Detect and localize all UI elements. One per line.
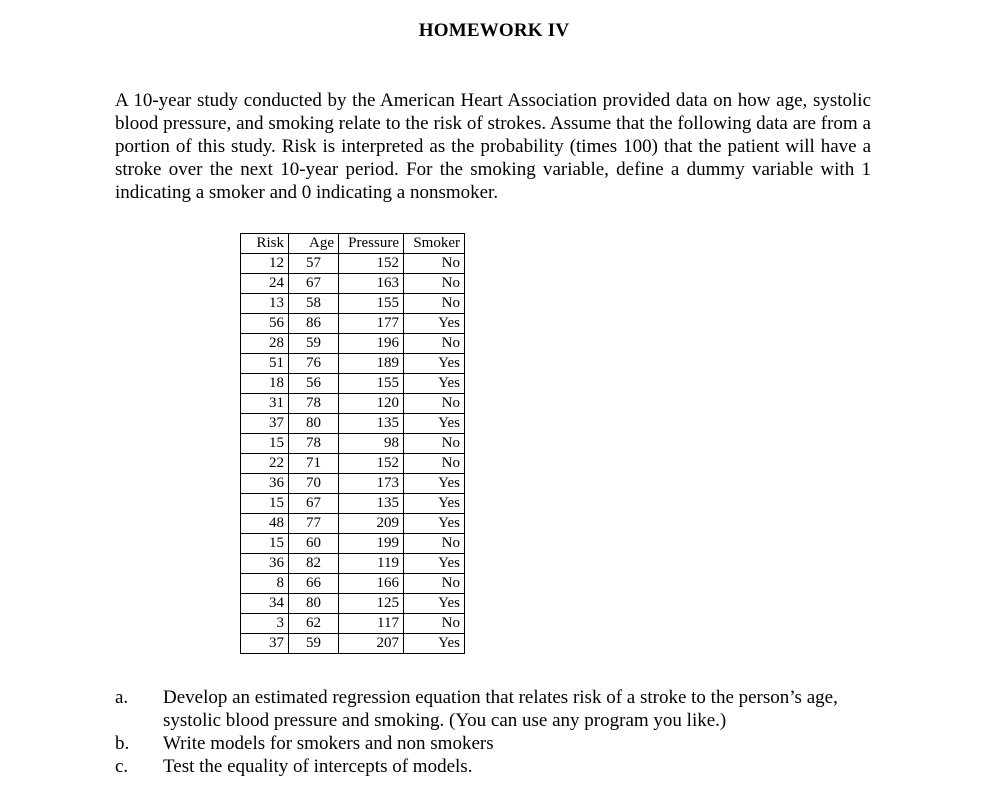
header-risk: Risk bbox=[241, 234, 289, 254]
cell-risk: 51 bbox=[241, 354, 289, 374]
cell-age: 78 bbox=[289, 394, 339, 414]
table-row bbox=[241, 394, 465, 414]
question-item bbox=[115, 755, 875, 778]
cell-age: 67 bbox=[289, 274, 339, 294]
cell-smoker: No bbox=[404, 534, 465, 554]
cell-smoker: No bbox=[404, 274, 465, 294]
cell-risk: 3 bbox=[241, 614, 289, 634]
header-pressure: Pressure bbox=[339, 234, 404, 254]
cell-age: 59 bbox=[289, 634, 339, 654]
cell-age: 76 bbox=[289, 354, 339, 374]
cell-smoker: Yes bbox=[404, 634, 465, 654]
cell-smoker: Yes bbox=[404, 554, 465, 574]
table-row bbox=[241, 294, 465, 314]
cell-age: 80 bbox=[289, 594, 339, 614]
cell-pressure: 152 bbox=[339, 454, 404, 474]
cell-smoker: No bbox=[404, 434, 465, 454]
document-title: HOMEWORK IV bbox=[418, 20, 570, 41]
header-smoker: Smoker bbox=[404, 234, 465, 254]
cell-smoker: No bbox=[404, 614, 465, 634]
cell-pressure: 117 bbox=[339, 614, 404, 634]
table-row bbox=[241, 534, 465, 554]
question-text: Develop an estimated regression equation that relates risk of a stroke to the person’s age, systolic blood pressure and smoking. (You can use any program you like.) bbox=[163, 687, 838, 731]
cell-smoker: Yes bbox=[404, 374, 465, 394]
table-row bbox=[241, 614, 465, 634]
cell-smoker: No bbox=[404, 574, 465, 594]
table-row bbox=[241, 274, 465, 294]
cell-risk: 18 bbox=[241, 374, 289, 394]
cell-pressure: 155 bbox=[339, 374, 404, 394]
cell-age: 71 bbox=[289, 454, 339, 474]
header-age: Age bbox=[289, 234, 339, 254]
cell-smoker: Yes bbox=[404, 314, 465, 334]
cell-age: 62 bbox=[289, 614, 339, 634]
cell-age: 66 bbox=[289, 574, 339, 594]
cell-risk: 36 bbox=[241, 554, 289, 574]
question-letter: b. bbox=[115, 733, 130, 754]
cell-pressure: 173 bbox=[339, 474, 404, 494]
cell-age: 86 bbox=[289, 314, 339, 334]
table-header-row bbox=[241, 234, 465, 254]
cell-risk: 36 bbox=[241, 474, 289, 494]
cell-age: 80 bbox=[289, 414, 339, 434]
cell-pressure: 166 bbox=[339, 574, 404, 594]
cell-risk: 34 bbox=[241, 594, 289, 614]
table-row bbox=[241, 594, 465, 614]
cell-smoker: Yes bbox=[404, 514, 465, 534]
cell-age: 58 bbox=[289, 294, 339, 314]
cell-smoker: Yes bbox=[404, 354, 465, 374]
cell-risk: 37 bbox=[241, 414, 289, 434]
cell-risk: 8 bbox=[241, 574, 289, 594]
cell-smoker: No bbox=[404, 294, 465, 314]
cell-risk: 22 bbox=[241, 454, 289, 474]
cell-pressure: 98 bbox=[339, 434, 404, 454]
table-row bbox=[241, 454, 465, 474]
table-row bbox=[241, 414, 465, 434]
question-letter: a. bbox=[115, 687, 129, 708]
table-row bbox=[241, 574, 465, 594]
cell-age: 82 bbox=[289, 554, 339, 574]
cell-risk: 15 bbox=[241, 494, 289, 514]
cell-pressure: 163 bbox=[339, 274, 404, 294]
table-row bbox=[241, 254, 465, 274]
cell-smoker: Yes bbox=[404, 474, 465, 494]
cell-pressure: 135 bbox=[339, 414, 404, 434]
cell-pressure: 152 bbox=[339, 254, 404, 274]
table-row bbox=[241, 314, 465, 334]
cell-smoker: No bbox=[404, 254, 465, 274]
data-table bbox=[240, 233, 465, 654]
cell-pressure: 207 bbox=[339, 634, 404, 654]
cell-pressure: 119 bbox=[339, 554, 404, 574]
cell-age: 70 bbox=[289, 474, 339, 494]
cell-age: 67 bbox=[289, 494, 339, 514]
cell-risk: 15 bbox=[241, 434, 289, 454]
cell-risk: 13 bbox=[241, 294, 289, 314]
cell-risk: 31 bbox=[241, 394, 289, 414]
cell-pressure: 135 bbox=[339, 494, 404, 514]
question-letter: c. bbox=[115, 756, 129, 777]
table-row bbox=[241, 474, 465, 494]
cell-smoker: Yes bbox=[404, 414, 465, 434]
cell-smoker: No bbox=[404, 394, 465, 414]
question-text: Test the equality of intercepts of models. bbox=[163, 756, 473, 777]
cell-risk: 37 bbox=[241, 634, 289, 654]
table-row bbox=[241, 634, 465, 654]
cell-smoker: No bbox=[404, 334, 465, 354]
cell-age: 77 bbox=[289, 514, 339, 534]
cell-risk: 48 bbox=[241, 514, 289, 534]
table-row bbox=[241, 514, 465, 534]
cell-pressure: 155 bbox=[339, 294, 404, 314]
cell-age: 78 bbox=[289, 434, 339, 454]
cell-pressure: 177 bbox=[339, 314, 404, 334]
cell-pressure: 189 bbox=[339, 354, 404, 374]
table-row bbox=[241, 554, 465, 574]
table-row bbox=[241, 354, 465, 374]
cell-risk: 28 bbox=[241, 334, 289, 354]
questions-list bbox=[115, 686, 875, 778]
cell-pressure: 196 bbox=[339, 334, 404, 354]
table-row bbox=[241, 334, 465, 354]
cell-risk: 56 bbox=[241, 314, 289, 334]
question-item bbox=[115, 732, 875, 755]
cell-age: 60 bbox=[289, 534, 339, 554]
cell-smoker: No bbox=[404, 454, 465, 474]
cell-risk: 12 bbox=[241, 254, 289, 274]
cell-age: 59 bbox=[289, 334, 339, 354]
intro-paragraph: A 10-year study conducted by the American Heart Association provided data on how age, systolic blood pressure, and smoking relate to the risk of strokes. Assume that the following data are from a portion of this study. Risk is interpreted as the probability (times 100) that the patient will have a stroke over the next 10-year period. For the smoking variable, define a dummy variable with 1 indicating a smoker and 0 indicating a nonsmoker. bbox=[115, 90, 871, 203]
cell-smoker: Yes bbox=[404, 594, 465, 614]
cell-age: 57 bbox=[289, 254, 339, 274]
cell-age: 56 bbox=[289, 374, 339, 394]
table-body bbox=[241, 254, 465, 654]
cell-risk: 15 bbox=[241, 534, 289, 554]
cell-pressure: 209 bbox=[339, 514, 404, 534]
question-text: Write models for smokers and non smokers bbox=[163, 733, 494, 754]
cell-pressure: 125 bbox=[339, 594, 404, 614]
cell-smoker: Yes bbox=[404, 494, 465, 514]
table-row bbox=[241, 374, 465, 394]
cell-pressure: 199 bbox=[339, 534, 404, 554]
question-item bbox=[115, 686, 875, 732]
cell-risk: 24 bbox=[241, 274, 289, 294]
table-row bbox=[241, 494, 465, 514]
cell-pressure: 120 bbox=[339, 394, 404, 414]
table-row bbox=[241, 434, 465, 454]
